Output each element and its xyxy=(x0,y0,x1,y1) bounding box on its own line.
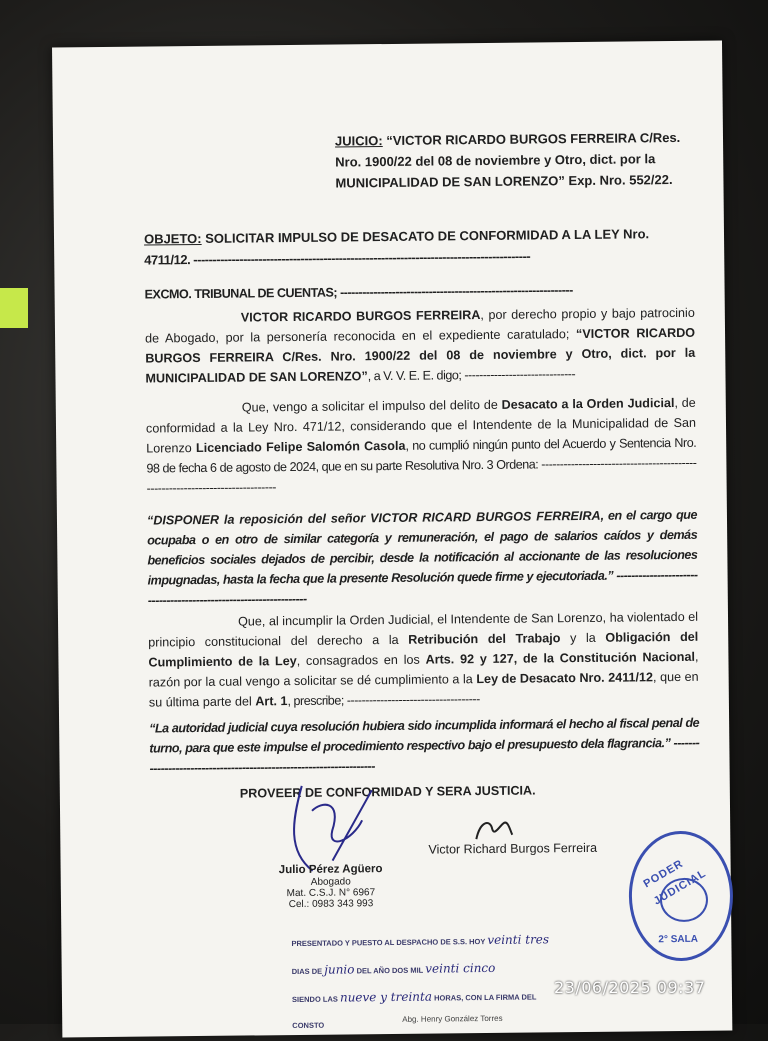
juicio-line2: Nro. 1900/22 del 08 de noviembre y Otro, dict. por la xyxy=(335,151,656,170)
photo-timestamp: 23/06/2025 09:37 xyxy=(554,978,706,997)
objeto-section xyxy=(144,223,694,271)
clerk-name: Abg. Henry González Torres xyxy=(402,1013,503,1024)
para3-bold3: Arts. 92 y 127, de la Constitución Nacional xyxy=(425,649,696,667)
quote-1 xyxy=(147,505,698,611)
objeto-text: SOLICITAR IMPULSO DE DESACATO DE CONFORMIDAD A LA LEY Nro. xyxy=(201,226,650,246)
objeto-label: OBJETO: xyxy=(143,230,202,247)
lawyer-name: Julio Pérez Agüero xyxy=(278,863,383,877)
para2-bold1: Desacato a la Orden Judicial xyxy=(501,396,675,412)
stamp-hand3: veinti cinco xyxy=(425,960,496,976)
juicio-line1: “VICTOR RICARDO BURGOS FERREIRA C/Res. xyxy=(382,129,681,149)
stamp-line1: PRESENTADO Y PUESTO AL DESPACHO DE S.S. HOY xyxy=(291,937,486,949)
lawyer-signature-block xyxy=(261,862,401,910)
stamp-hand1: veinti tres xyxy=(487,932,550,947)
stamp-line4: CONSTO xyxy=(292,1020,325,1031)
para3-bold4: Ley de Desacato Nro. 2411/12 xyxy=(476,670,654,687)
para2-text2: , de conformidad a la Ley Nro. 471/12, considerando que el Intendente de la Municipalidad de San Lorenzo xyxy=(145,395,697,456)
para2-bold2: Licenciado Felipe Salomón Casola xyxy=(195,438,406,456)
quote-2: “La autoridad judicial cuya resolución hubiera sido incumplida informará el hecho al fiscal penal de turno, para que este impulse el procedimiento respectivo bajo el presupuesto dela flagrancia.” -------------------------------------------------------------------- xyxy=(149,715,700,776)
objeto-line2: 4711/12. ---------------------------------------------------------------------------------------- xyxy=(144,248,531,268)
seal-text: PODER JUDICIAL xyxy=(641,857,709,908)
stamp-line3a: SIENDO LAS xyxy=(291,994,338,1005)
lawyer-registration: Mat. C.S.J. N° 6967 xyxy=(286,887,376,900)
seal-sala: 2° SALA xyxy=(658,933,699,946)
para2-text3: , no cumplió ningún punto del Acuerdo y Sentencia Nro. 98 de fecha 6 de agosto de 2024, que en su parte Resolutiva Nro. 3 Ordena: ----------------------------------------------------------------------------- xyxy=(146,435,697,496)
stamp-hand4: nueve y treinta xyxy=(339,989,433,1005)
para3-text6: , prescribe; ------------------------------------ xyxy=(287,692,480,709)
juicio-line3b: Exp. Nro. 552/22. xyxy=(564,172,673,189)
client-name: Victor Richard Burgos Ferreira xyxy=(428,840,598,857)
para3-bold5: Art. 1 xyxy=(255,694,288,709)
document-page xyxy=(52,40,732,1037)
para3-bold1: Retribución del Trabajo xyxy=(408,631,561,647)
quote1-text2: , en el cargo que ocupaba o en otro de similar categoría y remuneración, el pago de salarios caídos y demás beneficios sociales dejados de percibir, desde la notificación al accionante de las resoluciones impugnadas, hasta la fecha que la presente Resolución quede firme y ejecutoriada.” ----------------------------------------------------------------- xyxy=(147,507,698,608)
paragraph-3 xyxy=(148,607,699,713)
para3-text3: , consagrados en los xyxy=(296,652,426,668)
para3-bold2: Obligación del Cumplimiento de la Ley xyxy=(148,629,699,670)
para1-name: VICTOR RICARDO BURGOS FERREIRA xyxy=(240,308,481,325)
closing-request: PROVEER DE CONFORMIDAD Y SERA JUSTICIA. xyxy=(239,783,536,801)
stamp-line2a: DIAS DE xyxy=(291,966,323,977)
para3-text4: , razón por la cual vengo a solicitar se dé cumplimiento a la xyxy=(148,649,699,690)
lawyer-phone: Cel.: 0983 343 993 xyxy=(288,898,374,911)
tribunal-heading: EXCMO. TRIBUNAL DE CUENTAS; --------------------------------------------------------------- xyxy=(144,283,573,302)
seal-emblem-icon xyxy=(660,878,708,923)
stamp-line2b: DEL AÑO DOS MIL xyxy=(356,965,424,976)
quote1-text1: “DISPONER la reposición del señor xyxy=(146,511,371,528)
stamp-line3b: HORAS, CON LA FIRMA DEL xyxy=(434,992,537,1003)
para3-text2: y la xyxy=(560,630,606,646)
para3-text5: , que en su última parte del xyxy=(148,669,699,710)
para1-text2: , a V. V. E. E. digo; ------------------------------ xyxy=(367,367,576,384)
lawyer-title: Abogado xyxy=(310,876,351,888)
para1-caratula: “VICTOR RICARDO BURGOS FERREIRA C/Res. Nro. 1900/22 del 08 de noviembre y Otro, dict. por la MUNICIPALIDAD DE SAN LORENZO” xyxy=(145,325,696,386)
para3-text1: Que, al incumplir la Orden Judicial, el Intendente de San Lorenzo, ha violentado el principio constitucional del derecho a la xyxy=(148,609,699,650)
juicio-line3a: MUNICIPALIDAD DE SAN LORENZO” xyxy=(335,173,565,191)
paragraph-2 xyxy=(146,393,697,499)
court-seal xyxy=(628,830,733,961)
paragraph-1 xyxy=(145,303,696,389)
stamp-hand2: junio xyxy=(324,962,355,977)
juicio-header xyxy=(335,127,696,194)
quote1-name: VICTOR RICARD BURGOS FERREIRA xyxy=(369,508,601,526)
para2-text1: Que, vengo a solicitar el impulso del delito de xyxy=(241,397,502,415)
sticky-note xyxy=(0,288,28,328)
juicio-label: JUICIO: xyxy=(334,133,383,149)
para1-text1: , por derecho propio y bajo patrocinio de Abogado, por la personería reconocida en el expediente caratulado; xyxy=(144,305,695,346)
